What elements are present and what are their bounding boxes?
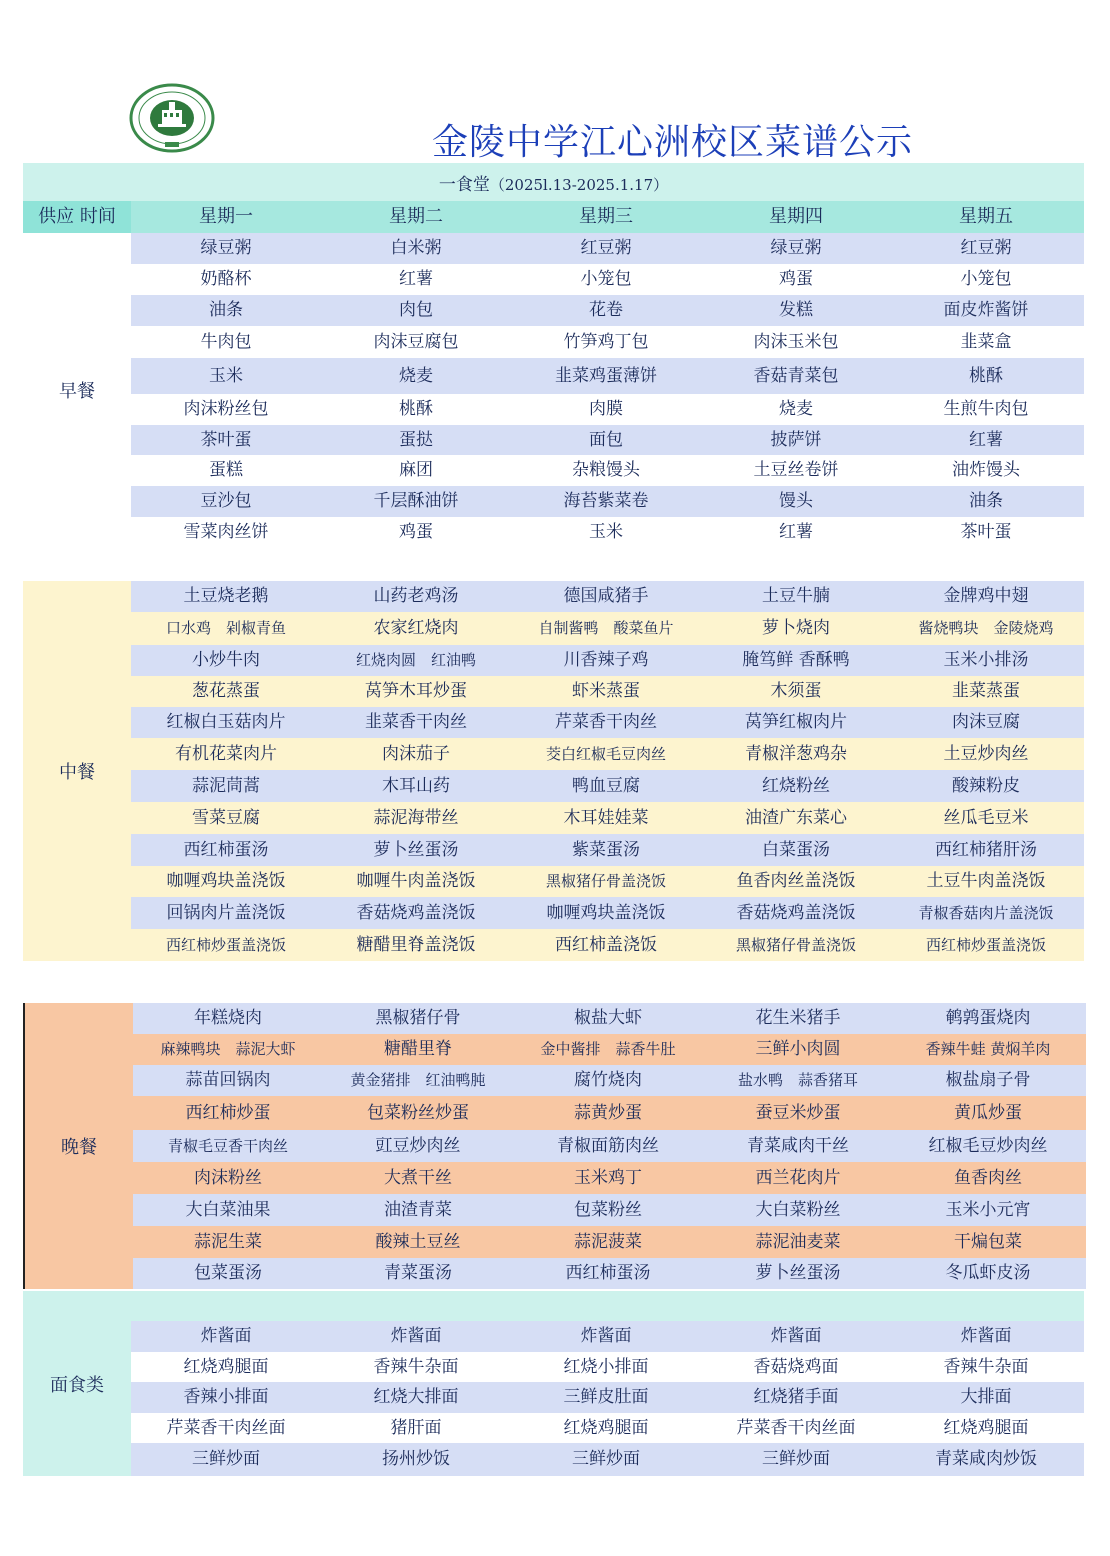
- dish-cell: 蒜泥生菜: [194, 1232, 262, 1252]
- dish-cell: 蒜苗回锅肉: [185, 1070, 271, 1090]
- dish-cell: 茶叶蛋: [960, 522, 1012, 542]
- table-row: [131, 738, 1084, 770]
- day-header-tue: 星期二: [389, 206, 443, 227]
- dish-cell: 萝卜丝蛋汤: [373, 840, 459, 860]
- dish-cell: 披萨饼: [770, 430, 822, 450]
- table-row: [131, 834, 1084, 866]
- dish-cell: 面皮炸酱饼: [943, 300, 1029, 320]
- dish-cell: 酸辣粉皮: [952, 776, 1020, 796]
- dish-cell: 炸酱面: [580, 1326, 632, 1346]
- dish-cell: 油炸馒头: [952, 460, 1020, 480]
- dish-cell: 红烧猪手面: [753, 1387, 839, 1407]
- dish-cell: 木耳山药: [382, 776, 450, 796]
- day-header-fri: 星期五: [959, 206, 1013, 227]
- dish-cell: 金中酱排 蒜香牛肚: [540, 1040, 676, 1058]
- dish-cell: 香菇烧鸡盖浇饭: [736, 903, 856, 923]
- dish-cell: 黄金猪排 红油鸭肫: [350, 1071, 486, 1089]
- dish-cell: 油渣青菜: [384, 1200, 452, 1220]
- dish-cell: 雪菜豆腐: [192, 808, 260, 828]
- table-row: [133, 1194, 1086, 1226]
- dish-cell: 发糕: [779, 300, 813, 320]
- dish-cell: 香辣牛蛙 黄焖羊肉: [925, 1040, 1051, 1058]
- table-row: [131, 1443, 1084, 1476]
- day-header-wed: 星期三: [579, 206, 633, 227]
- dish-cell: 小笼包: [580, 269, 632, 289]
- dish-cell: 三鲜炒面: [572, 1449, 640, 1469]
- dish-cell: 红烧鸡腿面: [943, 1418, 1029, 1438]
- section-dinner: [23, 1003, 1086, 1289]
- dish-cell: 芹菜香干肉丝: [555, 712, 657, 732]
- dish-cell: 青菜咸肉炒饭: [935, 1449, 1037, 1469]
- day-header-thu: 星期四: [769, 206, 823, 227]
- dish-cell: 绿豆粥: [200, 238, 252, 258]
- dish-cell: 西红柿盖浇饭: [555, 935, 657, 955]
- dish-cell: 桃酥: [399, 399, 433, 419]
- table-row: [133, 1130, 1086, 1162]
- dish-cell: 蚕豆米炒蛋: [755, 1103, 841, 1123]
- dish-cell: 莴笋红椒肉片: [745, 712, 847, 732]
- dish-cell: 白菜蛋汤: [762, 840, 830, 860]
- section-label-lunch: 中餐: [23, 581, 131, 961]
- dish-cell: 韭菜蒸蛋: [952, 681, 1020, 701]
- dish-cell: 三鲜皮肚面: [563, 1387, 649, 1407]
- dish-cell: 西红柿炒蛋盖浇饭: [165, 936, 286, 954]
- dish-cell: 糖醋里脊: [384, 1039, 452, 1059]
- dish-cell: 蛋糕: [209, 460, 243, 480]
- table-row: [133, 1003, 1086, 1034]
- dish-cell: 干煸包菜: [954, 1232, 1022, 1252]
- dish-cell: 山药老鸡汤: [373, 586, 459, 606]
- dish-cell: 德国咸猪手: [563, 586, 649, 606]
- canteen-name: 一食堂: [438, 175, 490, 195]
- dish-cell: 玉米小元宵: [945, 1200, 1031, 1220]
- table-row: [131, 770, 1084, 802]
- dish-cell: 三鲜炒面: [192, 1449, 260, 1469]
- dish-cell: 红豆粥: [580, 238, 632, 258]
- dish-cell: 韭菜鸡蛋薄饼: [555, 366, 657, 386]
- table-row: [131, 1352, 1084, 1382]
- dish-cell: 玉米鸡丁: [574, 1168, 642, 1188]
- dish-cell: 红薯: [399, 269, 433, 289]
- table-header: [23, 201, 1084, 233]
- table-row: [131, 929, 1084, 961]
- dish-cell: 青菜蛋汤: [384, 1263, 452, 1283]
- dish-cell: 小炒牛肉: [192, 650, 260, 670]
- dish-cell: 川香辣子鸡: [563, 650, 649, 670]
- dish-cell: 青椒面筋肉丝: [557, 1136, 659, 1156]
- dish-cell: 豆沙包: [200, 491, 252, 511]
- table-row: [133, 1162, 1086, 1194]
- section-label-dinner: 晚餐: [25, 1003, 133, 1289]
- dish-cell: 豇豆炒肉丝: [375, 1136, 461, 1156]
- dish-cell: 烧麦: [399, 366, 433, 386]
- table-row: [131, 394, 1084, 425]
- dish-cell: 红烧肉圆 红油鸭: [355, 651, 476, 669]
- dish-cell: 咖喱牛肉盖浇饭: [356, 871, 476, 891]
- dish-cell: 红椒白玉菇肉片: [166, 712, 286, 732]
- dish-cell: 肉沫茄子: [382, 744, 450, 764]
- section-rows-breakfast: [131, 233, 1084, 547]
- dish-cell: 鹌鹑蛋烧肉: [945, 1008, 1031, 1028]
- dish-cell: 烧麦: [779, 399, 813, 419]
- dish-cell: 腌笃鲜 香酥鸭: [742, 650, 850, 670]
- dish-cell: 玉米: [209, 366, 243, 386]
- dish-cell: 花卷: [589, 300, 623, 320]
- section-label-breakfast: 早餐: [23, 233, 131, 547]
- dish-cell: 扬州炒饭: [382, 1449, 450, 1469]
- table-row: [131, 1413, 1084, 1443]
- dish-cell: 芹菜香干肉丝面: [166, 1418, 286, 1438]
- dish-cell: 咖喱鸡块盖浇饭: [546, 903, 666, 923]
- dish-cell: 香辣牛杂面: [943, 1357, 1029, 1377]
- dish-cell: 鸡蛋: [779, 269, 813, 289]
- dish-cell: 肉膜: [589, 399, 623, 419]
- dish-cell: 西红柿炒蛋盖浇饭: [925, 936, 1046, 954]
- dish-cell: 包菜蛋汤: [194, 1263, 262, 1283]
- dish-cell: 木耳娃娃菜: [563, 808, 649, 828]
- dish-cell: 农家红烧肉: [373, 618, 459, 638]
- dish-cell: 蒜泥茼蒿: [192, 776, 260, 796]
- dish-cell: 雪菜肉丝饼: [183, 522, 269, 542]
- dish-cell: 红烧鸡腿面: [183, 1357, 269, 1377]
- table-row: [131, 425, 1084, 455]
- dish-cell: 肉沫粉丝: [194, 1168, 262, 1188]
- dish-cell: 自制酱鸭 酸菜鱼片: [538, 619, 674, 637]
- dish-cell: 土豆烧老鹅: [183, 586, 269, 606]
- dish-cell: 西红柿猪肝汤: [935, 840, 1037, 860]
- table-row: [131, 295, 1084, 326]
- dish-cell: 红豆粥: [960, 238, 1012, 258]
- section-rows-lunch: [131, 581, 1084, 961]
- dish-cell: 猪肝面: [390, 1418, 442, 1438]
- supply-time-header: 供应 时间: [23, 201, 131, 233]
- dish-cell: 花生米猪手: [755, 1008, 841, 1028]
- dish-cell: 糖醋里脊盖浇饭: [356, 935, 476, 955]
- dish-cell: 千层酥油饼: [373, 491, 459, 511]
- dish-cell: 土豆牛肉盖浇饭: [926, 871, 1046, 891]
- dish-cell: 三鲜小肉圆: [755, 1039, 841, 1059]
- dish-cell: 咖喱鸡块盖浇饭: [166, 871, 286, 891]
- table-row: [133, 1096, 1086, 1130]
- dish-cell: 包菜粉丝炒蛋: [367, 1103, 469, 1123]
- dish-cell: 麻辣鸭块 蒜泥大虾: [160, 1040, 296, 1058]
- dish-cell: 蒜泥油麦菜: [755, 1232, 841, 1252]
- dish-cell: 小笼包: [960, 269, 1012, 289]
- dish-cell: 青菜咸肉干丝: [747, 1136, 849, 1156]
- section-rows-dinner: [133, 1003, 1086, 1289]
- table-row: [131, 517, 1084, 547]
- dish-cell: 三鲜炒面: [762, 1449, 830, 1469]
- dish-cell: 西红柿炒蛋: [185, 1103, 271, 1123]
- dish-cell: 黑椒猪仔骨盖浇饭: [735, 936, 856, 954]
- dish-cell: 黑椒猪仔骨: [375, 1008, 461, 1028]
- table-row: [131, 1382, 1084, 1413]
- dish-cell: 茭白红椒毛豆肉丝: [545, 745, 666, 763]
- dish-cell: 椒盐扇子骨: [945, 1070, 1031, 1090]
- canteen-bar: [23, 163, 1084, 201]
- table-row: [131, 707, 1084, 738]
- dish-cell: 酱烧鸭块 金陵烧鸡: [918, 619, 1054, 637]
- dish-cell: 芹菜香干肉丝面: [736, 1418, 856, 1438]
- page-title: 金陵中学江心洲校区菜谱公示: [432, 122, 914, 163]
- dish-cell: 红薯: [969, 430, 1003, 450]
- dish-cell: 大排面: [960, 1387, 1012, 1407]
- dish-cell: 年糕烧肉: [194, 1008, 262, 1028]
- dish-cell: 肉沫粉丝包: [183, 399, 269, 419]
- dish-cell: 香辣牛杂面: [373, 1357, 459, 1377]
- dish-cell: 葱花蒸蛋: [192, 681, 260, 701]
- dish-cell: 生煎牛肉包: [943, 399, 1029, 419]
- dish-cell: 肉沫豆腐包: [373, 332, 459, 352]
- dish-cell: 红薯: [779, 522, 813, 542]
- dish-cell: 竹笋鸡丁包: [563, 332, 649, 352]
- dish-cell: 奶酪杯: [200, 269, 252, 289]
- dish-cell: 青椒毛豆香干肉丝: [167, 1137, 288, 1155]
- table-row: [131, 581, 1084, 612]
- dish-cell: 馒头: [779, 491, 813, 511]
- dish-cell: 肉沫玉米包: [753, 332, 839, 352]
- school-logo: [128, 82, 216, 154]
- dish-cell: 炸酱面: [770, 1326, 822, 1346]
- dish-cell: 鸭血豆腐: [572, 776, 640, 796]
- dish-cell: 西红柿蛋汤: [565, 1263, 651, 1283]
- dish-cell: 口水鸡 剁椒青鱼: [165, 619, 286, 637]
- dish-cell: 蛋挞: [399, 430, 433, 450]
- dish-cell: 大煮干丝: [384, 1168, 452, 1188]
- dish-cell: 炸酱面: [200, 1326, 252, 1346]
- dish-cell: 酸辣土豆丝: [375, 1232, 461, 1252]
- table-row: [133, 1226, 1086, 1258]
- dish-cell: 大白菜粉丝: [755, 1200, 841, 1220]
- dish-cell: 包菜粉丝: [574, 1200, 642, 1220]
- dish-cell: 红烧小排面: [563, 1357, 649, 1377]
- section-noodle: [23, 1291, 1084, 1476]
- dish-cell: 青椒洋葱鸡杂: [745, 744, 847, 764]
- date-range: （2025l.13-2025.1.17）: [489, 176, 669, 194]
- table-row: [133, 1258, 1086, 1289]
- dish-cell: 大白菜油果: [185, 1200, 271, 1220]
- dish-cell: 香菇烧鸡盖浇饭: [356, 903, 476, 923]
- dish-cell: 红烧粉丝: [762, 776, 830, 796]
- dish-cell: 木须蛋: [770, 681, 822, 701]
- dish-cell: 西兰花肉片: [755, 1168, 841, 1188]
- table-row: [133, 1034, 1086, 1065]
- dish-cell: 牛肉包: [200, 332, 252, 352]
- dish-cell: 玉米: [589, 522, 623, 542]
- dish-cell: 炸酱面: [390, 1326, 442, 1346]
- dish-cell: 韭菜盒: [960, 332, 1012, 352]
- table-row: [131, 486, 1084, 517]
- dish-cell: 土豆牛腩: [762, 586, 830, 606]
- dish-cell: 蒜泥海带丝: [373, 808, 459, 828]
- section-lunch: [23, 581, 1084, 961]
- dish-cell: 肉沫豆腐: [952, 712, 1020, 732]
- dish-cell: 红烧大排面: [373, 1387, 459, 1407]
- dish-cell: 玉米小排汤: [943, 650, 1029, 670]
- dish-cell: 虾米蒸蛋: [572, 681, 640, 701]
- dish-cell: 白米粥: [390, 238, 442, 258]
- dish-cell: 香菇青菜包: [753, 366, 839, 386]
- dish-cell: 冬瓜虾皮汤: [945, 1263, 1031, 1283]
- dish-cell: 蒜黄炒蛋: [574, 1103, 642, 1123]
- dish-cell: 土豆炒肉丝: [943, 744, 1029, 764]
- dish-cell: 腐竹烧肉: [574, 1070, 642, 1090]
- dish-cell: 香辣小排面: [183, 1387, 269, 1407]
- table-row: [131, 326, 1084, 358]
- dish-cell: 鱼香肉丝: [954, 1168, 1022, 1188]
- dish-cell: 萝卜烧肉: [762, 618, 830, 638]
- dish-cell: 杂粮馒头: [572, 460, 640, 480]
- dish-cell: 油条: [969, 491, 1003, 511]
- dish-cell: 萝卜丝蛋汤: [755, 1263, 841, 1283]
- table-row: [131, 802, 1084, 834]
- dish-cell: 有机花菜肉片: [175, 744, 277, 764]
- table-row: [133, 1065, 1086, 1096]
- dish-cell: 回锅肉片盖浇饭: [166, 903, 286, 923]
- dish-cell: 面包: [589, 430, 623, 450]
- dish-cell: 香菇烧鸡面: [753, 1357, 839, 1377]
- dish-cell: 紫菜蛋汤: [572, 840, 640, 860]
- dish-cell: 茶叶蛋: [200, 430, 252, 450]
- dish-cell: 西红柿蛋汤: [183, 840, 269, 860]
- table-row: [131, 676, 1084, 707]
- dish-cell: 鱼香肉丝盖浇饭: [736, 871, 856, 891]
- dish-cell: 油渣广东菜心: [745, 808, 847, 828]
- section-label-noodle: 面食类: [23, 1291, 131, 1476]
- section-rows-noodle: [131, 1321, 1084, 1476]
- dish-cell: 桃酥: [969, 366, 1003, 386]
- dish-cell: 炸酱面: [960, 1326, 1012, 1346]
- dish-cell: 莴笋木耳炒蛋: [365, 681, 467, 701]
- dish-cell: 黑椒猪仔骨盖浇饭: [545, 872, 666, 890]
- dish-cell: 红烧鸡腿面: [563, 1418, 649, 1438]
- dish-cell: 金牌鸡中翅: [943, 586, 1029, 606]
- table-row: [131, 1321, 1084, 1352]
- dish-cell: 蒜泥菠菜: [574, 1232, 642, 1252]
- table-row: [131, 264, 1084, 295]
- dish-cell: 丝瓜毛豆米: [943, 808, 1029, 828]
- dish-cell: 麻团: [399, 460, 433, 480]
- dish-cell: 鸡蛋: [399, 522, 433, 542]
- dish-cell: 韭菜香干肉丝: [365, 712, 467, 732]
- dish-cell: 土豆丝卷饼: [753, 460, 839, 480]
- table-row: [131, 866, 1084, 897]
- dish-cell: 黄瓜炒蛋: [954, 1103, 1022, 1123]
- dish-cell: 红椒毛豆炒肉丝: [928, 1136, 1048, 1156]
- table-row: [131, 645, 1084, 676]
- table-row: [131, 358, 1084, 394]
- dish-cell: 油条: [209, 300, 243, 320]
- dish-cell: 绿豆粥: [770, 238, 822, 258]
- table-row: [131, 612, 1084, 645]
- dish-cell: 肉包: [399, 300, 433, 320]
- dish-cell: 椒盐大虾: [574, 1008, 642, 1028]
- dish-cell: 盐水鸭 蒜香猪耳: [737, 1071, 858, 1089]
- dish-cell: 青椒香菇肉片盖浇饭: [918, 904, 1054, 922]
- table-row: [131, 897, 1084, 929]
- dish-cell: 海苔紫菜卷: [563, 491, 649, 511]
- table-row: [131, 233, 1084, 264]
- table-row: [131, 455, 1084, 486]
- section-breakfast: [23, 233, 1084, 547]
- day-header-mon: 星期一: [199, 206, 253, 227]
